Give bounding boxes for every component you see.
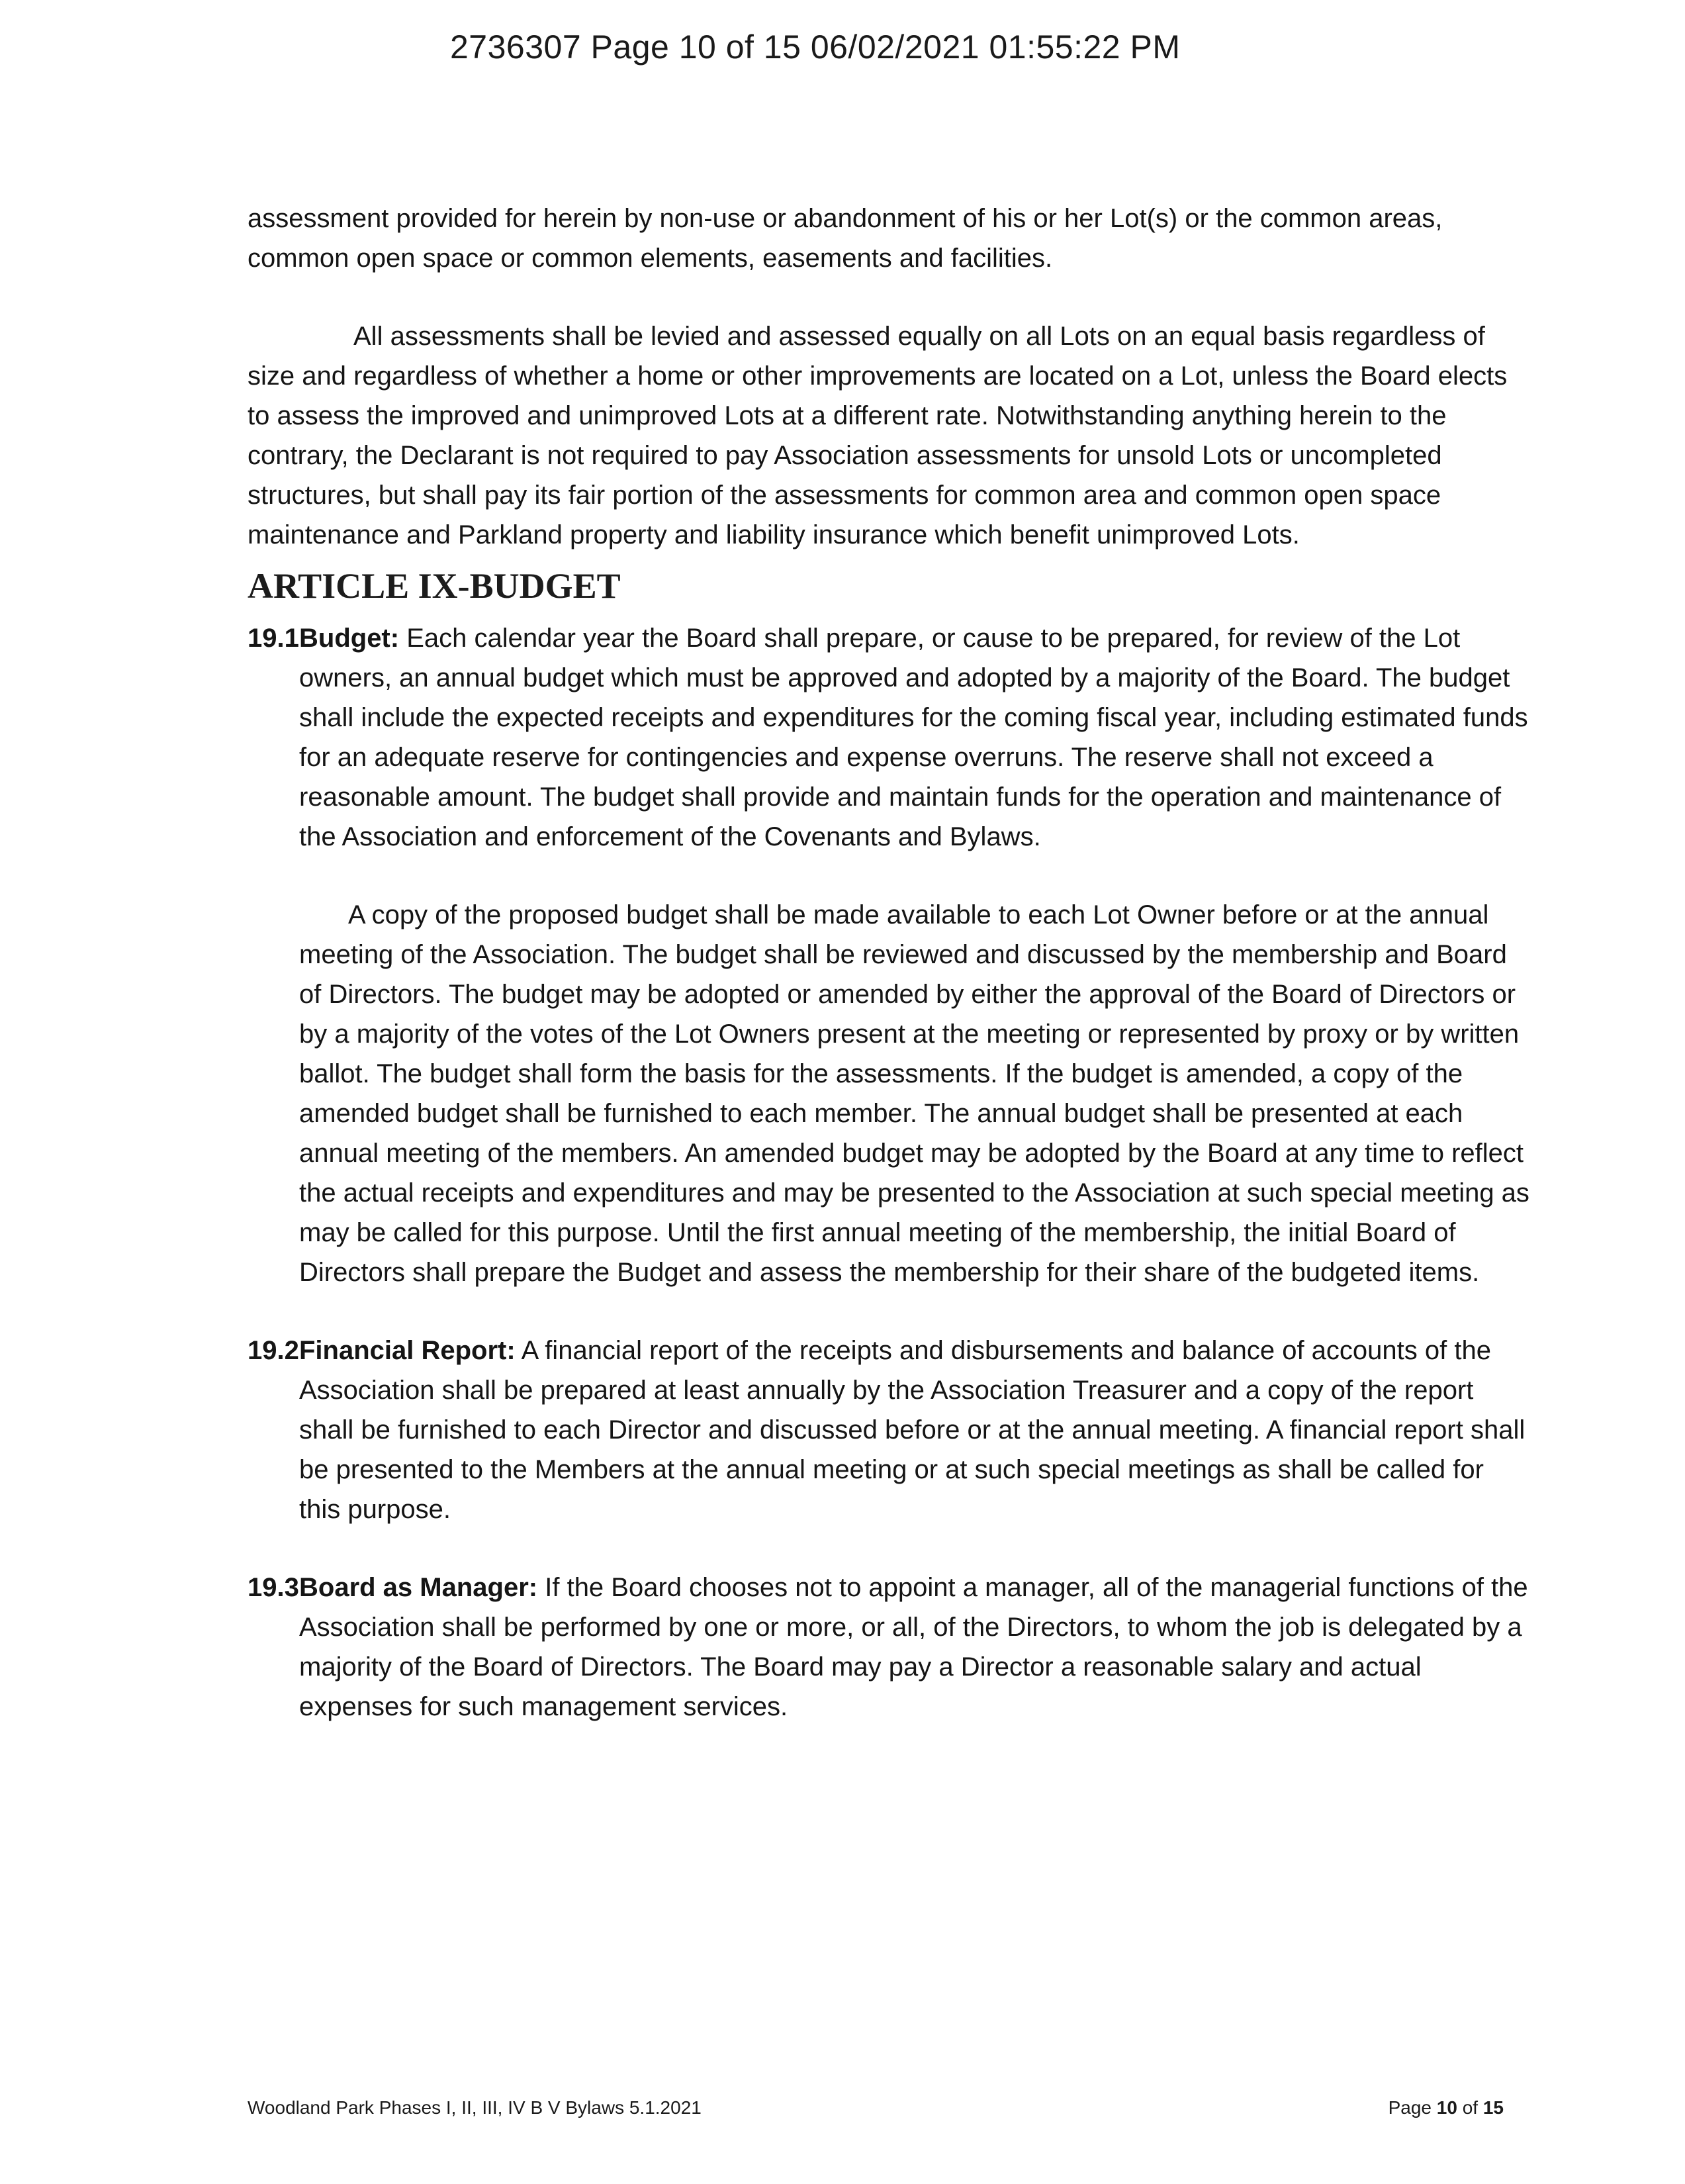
continued-paragraph: assessment provided for herein by non-use or abandonment of his or her Lot(s) or the common areas, common open space or common elements, easements and facilities. — [248, 204, 1443, 273]
page-current: 10 — [1436, 2097, 1457, 2118]
assessment-paragraph: All assessments shall be levied and assessed equally on all Lots on an equal basis regardless of size and regardless of whether a home or other improvements are located on a Lot, unless the Board elects to assess the improved and unimproved Lots at a different rate. Notwithstanding anything herein to the contrary, the Declarant is not required to pay Association assessments for unsold Lots or uncompleted structures, but shall pay its fair portion of the assessments for common area and common open space maintenance and Parkland property and liability insurance which benefit unimproved Lots. — [248, 322, 1508, 549]
document-body — [248, 199, 1531, 1765]
section-body — [299, 618, 1531, 857]
recording-stamp: 2736307 Page 10 of 15 06/02/2021 01:55:22 PM — [450, 28, 1181, 66]
section-19-3 — [248, 1568, 1531, 1727]
section-text: A financial report of the receipts and disbursements and balance of accounts of the Association shall be prepared at least annually by the Association Treasurer and a copy of the report shall be furnished to each Director and discussed before or at the annual meeting. A financial report shall be presented to the Members at the annual meeting or at such special meetings as shall be called for this purpose. — [299, 1336, 1526, 1524]
section-title: Budget: — [299, 624, 400, 653]
article-heading: ARTICLE IX-BUDGET — [248, 566, 621, 606]
section-body — [299, 1331, 1531, 1529]
section-19-1 — [248, 618, 1531, 1292]
section-title: Board as Manager: — [299, 1573, 538, 1602]
section-title: Financial Report: — [299, 1336, 516, 1365]
section-text: Each calendar year the Board shall prepare, or cause to be prepared, for review of the Lot owners, an annual budget which must be approved and adopted by a majority of the Board. The budget shall include the expected receipts and expenditures for the coming fiscal year, including estimated funds for an adequate reserve for contingencies and expense overruns. The reserve shall not exceed a reasonable amount. The budget shall provide and maintain funds for the operation and maintenance of the Association and enforcement of the Covenants and Bylaws. — [299, 624, 1528, 851]
section-number: 19.3 — [248, 1573, 299, 1602]
footer-document-name: Woodland Park Phases I, II, III, IV B V Bylaws 5.1.2021 — [248, 2097, 702, 2118]
section-number: 19.1 — [248, 624, 299, 653]
page-total: 15 — [1482, 2097, 1504, 2118]
section-text: If the Board chooses not to appoint a manager, all of the managerial functions of the Association shall be performed by one or more, or all, of the Directors, to whom the job is delegated by a majority of the Board of Directors. The Board may pay a Director a reasonable salary and actual expenses for such management services. — [299, 1573, 1528, 1721]
section-body — [299, 1568, 1531, 1727]
page-prefix: Page — [1388, 2097, 1432, 2118]
section-sub-paragraph: A copy of the proposed budget shall be made available to each Lot Owner before or at the annual meeting of the Association. The budget shall be reviewed and discussed by the membership and Board of Directors. The budget may be adopted or amended by either the approval of the Board of Directors or by a majority of the votes of the Lot Owners present at the meeting or represented by proxy or by written ballot. The budget shall form the basis for the assessments. If the budget is amended, a copy of the amended budget shall be furnished to each member. The annual budget shall be presented at each annual meeting of the members. An amended budget may be adopted by the Board at any time to reflect the actual receipts and expenditures and may be presented to the Association at such special meeting as may be called for this purpose. Until the first annual meeting of the membership, the initial Board of Directors shall prepare the Budget and assess the membership for their share of the budgeted items. — [299, 900, 1529, 1287]
section-19-2 — [248, 1331, 1531, 1529]
section-number: 19.2 — [248, 1336, 299, 1365]
footer-page-number — [1389, 2097, 1504, 2118]
page-of: of — [1462, 2097, 1479, 2118]
